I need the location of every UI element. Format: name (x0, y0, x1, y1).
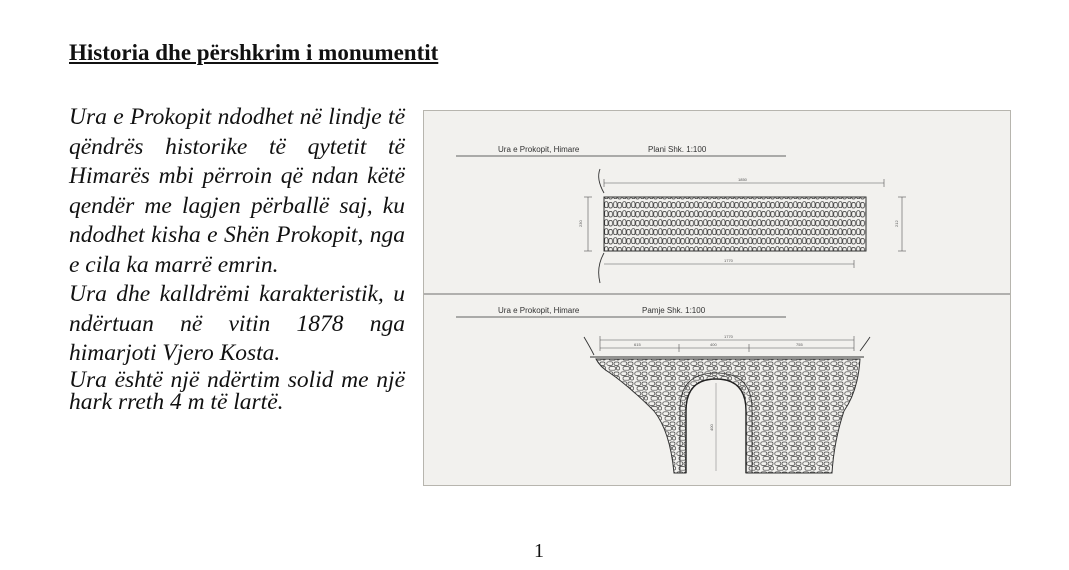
plan-dim-right: 212 (894, 220, 899, 227)
drawing-svg (424, 111, 1010, 485)
plan-view (456, 145, 906, 283)
architectural-drawing-photo (423, 110, 1011, 486)
plan-scale: Plani Shk. 1:100 (648, 145, 707, 154)
body-text (69, 103, 405, 413)
elevation-dim-total: 1770 (724, 334, 733, 339)
elevation-dim-arch: 400 (709, 424, 714, 431)
plan-title: Ura e Prokopit, Himare (498, 145, 580, 154)
elevation-scale: Pamje Shk. 1:100 (642, 306, 706, 315)
elevation-dim-left: 615 (634, 342, 641, 347)
elevation-dim-mid: 400 (710, 342, 717, 347)
elevation-view (456, 306, 870, 473)
paragraph-arch: Ura është një ndërtim solid me një hark rreth 4 m të lartë. (69, 366, 405, 415)
elevation-dim-right: 755 (796, 342, 803, 347)
plan-dim-bottom: 1770 (724, 258, 733, 263)
page-number: 1 (534, 540, 544, 562)
plan-bridge-deck (604, 197, 866, 251)
paragraph-location: Ura e Prokopit ndodhet në lindje të qëndrës historike të qytetit të Himarës mbi përroin që ndan këtë qendër me lagjen përballë saj, ku ndodhet kisha e Shën Prokopit, nga e cila ka marrë emrin. (69, 104, 405, 278)
plan-dim-left: 230 (578, 220, 583, 227)
elevation-title: Ura e Prokopit, Himare (498, 306, 580, 315)
page-heading: Historia dhe përshkrim i monumentit (69, 40, 439, 65)
plan-dim-top: 1850 (738, 177, 747, 182)
paragraph-construction: Ura dhe kalldrëmi karakteristik, u ndërtuan në vitin 1878 nga himarjoti Vjero Kosta. (69, 281, 405, 366)
